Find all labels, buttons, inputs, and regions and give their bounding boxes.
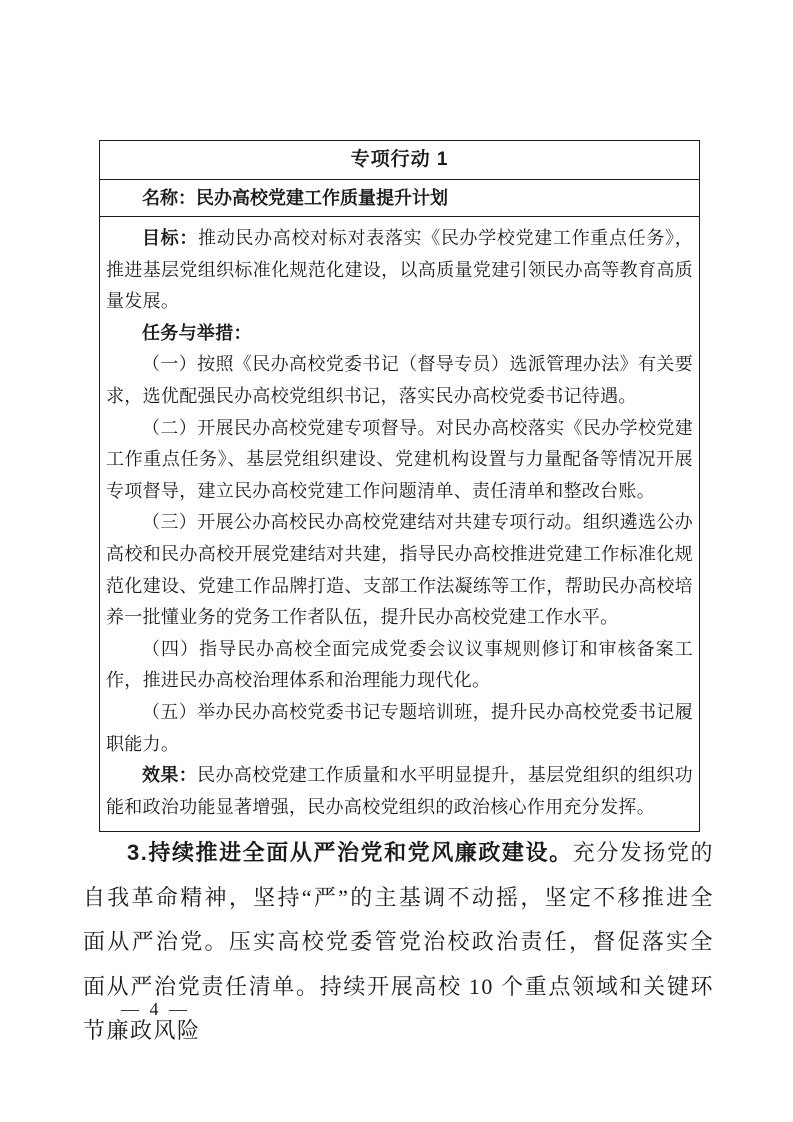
goal-paragraph [106, 223, 693, 318]
effect-label: 效果： [142, 765, 198, 786]
tasks-heading [106, 318, 693, 350]
table-title: 专项行动 1 [350, 149, 449, 170]
paragraph-lead-sentence: 3.持续推进全面从严治党和党风廉政建设。 [127, 840, 573, 865]
goal-label: 目标： [142, 228, 199, 248]
paragraph-body-text: 充分发扬党的自我革命精神，坚持“严”的主基调不动摇，坚定不移推进全面从严治党。压实高校党委管党治校政治责任，督促落实全面从严治党责任清单。持续开展高校 10 个重点领域和关键环节廉政风险 [83, 840, 714, 1043]
table-header-row [100, 141, 699, 180]
page-number: — 4 — [121, 999, 190, 1019]
effect-paragraph [106, 760, 693, 823]
tasks-label: 任务与举措： [142, 322, 252, 343]
table-body-cell [100, 217, 699, 831]
goal-text: 推动民办高校对标对表落实《民办学校党建工作重点任务》，推进基层党组织标准化规范化建设，以高质量党建引领民办高等教育高质量发展。 [106, 228, 693, 312]
table-name-row [100, 180, 699, 217]
task-item-1: （一）按照《民办高校党委书记（督导专员）选派管理办法》有关要求，选优配强民办高校党组织书记，落实民办高校党委书记待遇。 [106, 354, 693, 406]
task-item-3: （三）开展公办高校民办高校党建结对共建专项行动。组织遴选公办高校和民办高校开展党建结对共建，指导民办高校推进党建工作标准化规范化建设、党建工作品牌打造、支部工作法凝练等工作，帮助民办高校培养一批懂业务的党务工作者队伍，提升民办高校党建工作水平。 [106, 512, 693, 628]
body-paragraph [83, 831, 714, 1054]
special-action-table [99, 140, 700, 832]
effect-text: 民办高校党建工作质量和水平明显提升，基层党组织的组织功能和政治功能显著增强，民办高校党组织的政治核心作用充分发挥。 [106, 765, 693, 817]
name-label: 名称： [142, 188, 196, 208]
task-item-2: （二）开展民办高校党建专项督导。对民办高校落实《民办学校党建工作重点任务》、基层党组织建设、党建机构设置与力量配备等情况开展专项督导，建立民办高校党建工作问题清单、责任清单和整改台账。 [106, 417, 693, 501]
task-item-4: （四）指导民办高校全面完成党委会议议事规则修订和审核备案工作，推进民办高校治理体系和治理能力现代化。 [106, 638, 693, 691]
task-item-5: （五）举办民办高校党委书记专题培训班，提升民办高校党委书记履职能力。 [106, 701, 693, 754]
name-value: 民办高校党建工作质量提升计划 [196, 188, 448, 208]
